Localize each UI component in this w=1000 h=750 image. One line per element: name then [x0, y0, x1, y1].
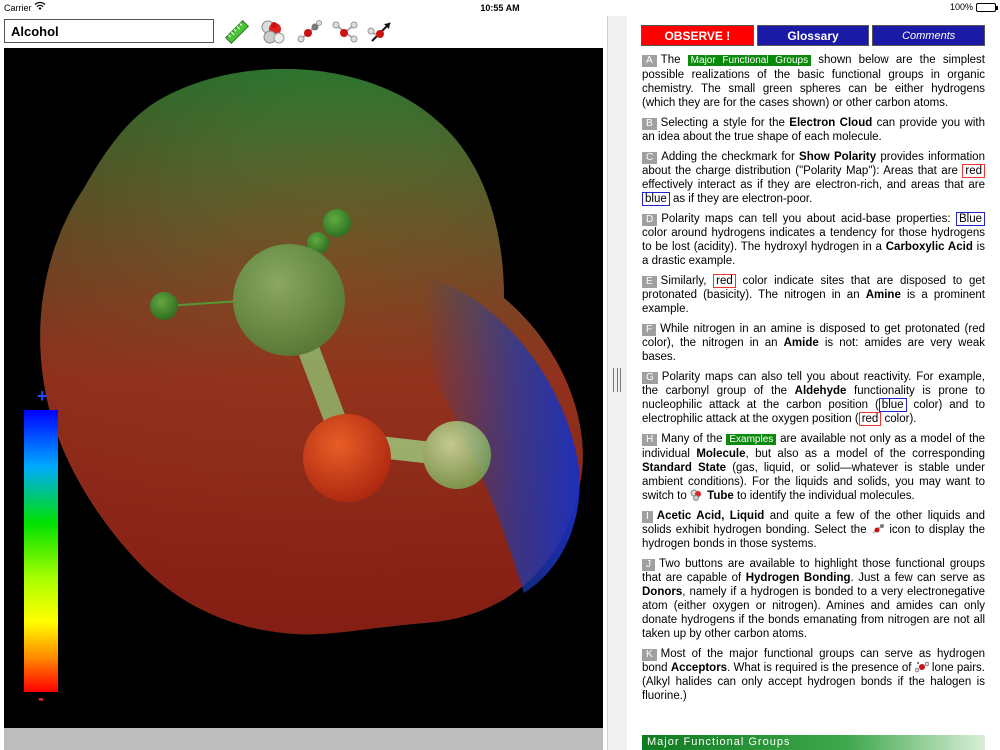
tube-model-icon[interactable] [258, 17, 288, 47]
text: Polarity maps can tell you about acid-base properties: [661, 213, 951, 225]
text: effectively interact as if they are electron-rich, and areas that are [642, 179, 985, 191]
text: are available not only as a model of the individual [642, 433, 986, 460]
label-a: A [642, 55, 657, 67]
text: and quite a few of the other liquids and solids exhibit hydrogen bonding. Select the [642, 510, 985, 536]
paragraph-j [642, 557, 985, 641]
molecule-viewer[interactable] [4, 48, 603, 728]
red-term: red [713, 274, 736, 288]
dipole-icon[interactable] [366, 17, 396, 47]
paragraph-c [642, 150, 985, 206]
label-i: I [642, 511, 653, 523]
red-term: red [859, 412, 882, 426]
label-c: C [642, 152, 657, 164]
paragraph-i [642, 509, 985, 551]
text: can provide you with an idea about the true shape of each molecule. [642, 117, 986, 143]
paragraph-b [642, 116, 985, 144]
h-bond-icon[interactable] [330, 17, 360, 47]
bold-term: Molecule [696, 448, 746, 460]
text: is a prominent example. [642, 289, 986, 315]
text: provides information about the charge distribution ("Polarity Map"): Areas that are [642, 151, 985, 177]
text: , namely if a hydrogen is bonded to a very electronegative atom (either oxygen or nitrogen). Amines and amides can only donate hydrogens if the bonds emanating from nitrogen are not all taken up by other carbon atoms. [642, 586, 985, 640]
model-toolbar [222, 16, 396, 48]
text: Adding the checkmark for [661, 151, 795, 163]
label-d: D [642, 214, 657, 226]
text: While nitrogen in an amine is disposed to get protonated (red color), the nitrogen in an [642, 323, 985, 349]
text: (gas, liquid, or solid—whatever is stable under ambient conditions). For the liquids and solids, you may want to switch to [642, 462, 985, 502]
text: icon to display the hydrogen bonds in those systems. [642, 524, 985, 550]
tab-glossary[interactable]: Glossary [757, 25, 870, 46]
red-term: red [962, 164, 985, 178]
text: Many of the [661, 433, 723, 445]
blue-term: Blue [956, 212, 985, 226]
paragraph-h [642, 432, 985, 503]
status-bar [0, 0, 1000, 16]
molecule-name-field[interactable]: Alcohol [4, 19, 214, 43]
text: is not: amides are very weak bases. [642, 337, 985, 363]
bold-term: Acceptors [670, 662, 728, 674]
text: color). [884, 413, 917, 425]
text: color around hydrogens indicates a tendency for those hydrogens to be lost (acidity). The hydroxyl hydrogen in a [642, 227, 985, 253]
battery-indicator [950, 2, 996, 12]
viewer-bottom-bar [4, 728, 603, 750]
paragraph-a [642, 53, 985, 110]
label-k: K [642, 649, 657, 661]
bold-term: Show Polarity [799, 151, 877, 163]
text: Polarity maps can also tell you about reactivity. For example, the carbonyl group of the [642, 371, 985, 397]
scale-minus-label: - [38, 688, 44, 708]
tube-model-icon [690, 489, 704, 501]
major-functional-groups-link[interactable]: Major Functional Groups [688, 55, 811, 66]
paragraph-e [642, 274, 985, 316]
bold-term: Amine [865, 289, 901, 301]
scale-plus-label: + [37, 386, 48, 406]
text: color indicate sites that are disposed to get protonated (basicity). The nitrogen in an [642, 275, 985, 301]
text: is a drastic example. [642, 241, 985, 267]
label-j: J [642, 559, 655, 571]
text: , but also as a model of the corresponding [745, 448, 985, 460]
text: lone pairs. (Alkyl halides can only accept hydrogen bonds if the halogen is fluorine.) [642, 662, 985, 702]
paragraph-k [642, 647, 985, 703]
text: . What is required is the presence of [727, 662, 912, 674]
tab-bar [641, 25, 985, 46]
text: color) and to electrophilic attack at the oxygen position ( [642, 399, 985, 425]
ball-stick-icon[interactable] [294, 17, 324, 47]
battery-icon [976, 3, 996, 12]
text: . Just a few can serve as [850, 572, 985, 584]
text: Selecting a style for the [660, 117, 785, 129]
text: to identify the individual molecules. [736, 490, 915, 502]
bold-term: Acetic Acid, Liquid [656, 510, 765, 522]
text: functionality is prone to nucleophilic attack at the carbon position ( [642, 385, 985, 411]
paragraph-f [642, 322, 985, 364]
battery-percent: 100% [949, 2, 973, 12]
h-bond-icon [871, 523, 885, 535]
lone-pair-icon [915, 661, 929, 673]
bold-term: Standard State [642, 462, 727, 474]
bold-term: Hydrogen Bonding [745, 572, 851, 584]
bold-term: Amide [783, 337, 819, 349]
split-divider[interactable] [607, 16, 627, 750]
tab-observe[interactable]: OBSERVE ! [641, 25, 754, 46]
bold-term: Carboxylic Acid [885, 241, 973, 253]
bold-term: Tube [707, 490, 734, 502]
text: Similarly, [660, 275, 707, 287]
label-f: F [642, 324, 656, 336]
bold-term: Electron Cloud [789, 117, 873, 129]
text: Two buttons are available to highlight those functional groups that are capable of [642, 558, 985, 584]
clock: 10:55 AM [480, 3, 520, 13]
polarity-scale [24, 410, 58, 692]
text: shown below are the simplest possible realizations of the basic functional groups in organic chemistry. The small green spheres can be either hydrogens (which they are for the cases shown) or other carbon atoms. [642, 54, 986, 109]
text: Most of the major functional groups can serve as hydrogen bond [642, 648, 985, 674]
bold-term: Donors [642, 586, 683, 598]
tab-comments[interactable]: Comments [872, 25, 985, 46]
blue-term: blue [879, 398, 907, 412]
blue-term: blue [642, 192, 670, 206]
observe-content [642, 53, 985, 709]
examples-link[interactable]: Examples [726, 434, 776, 445]
label-h: H [642, 434, 657, 446]
paragraph-d [642, 212, 985, 268]
text: as if they are electron-poor. [672, 193, 813, 205]
info-panel [627, 16, 1000, 750]
bold-term: Aldehyde [794, 385, 847, 397]
text: The [660, 54, 681, 66]
molecule-panel [0, 16, 607, 750]
divider-grip-icon[interactable] [613, 368, 621, 392]
label-e: E [642, 276, 657, 288]
ruler-icon[interactable] [222, 17, 252, 47]
section-header-major-functional-groups: Major Functional Groups [642, 735, 985, 750]
paragraph-g [642, 370, 985, 426]
label-b: B [642, 118, 657, 130]
carrier-label: Carrier [4, 3, 32, 13]
label-g: G [642, 372, 658, 384]
